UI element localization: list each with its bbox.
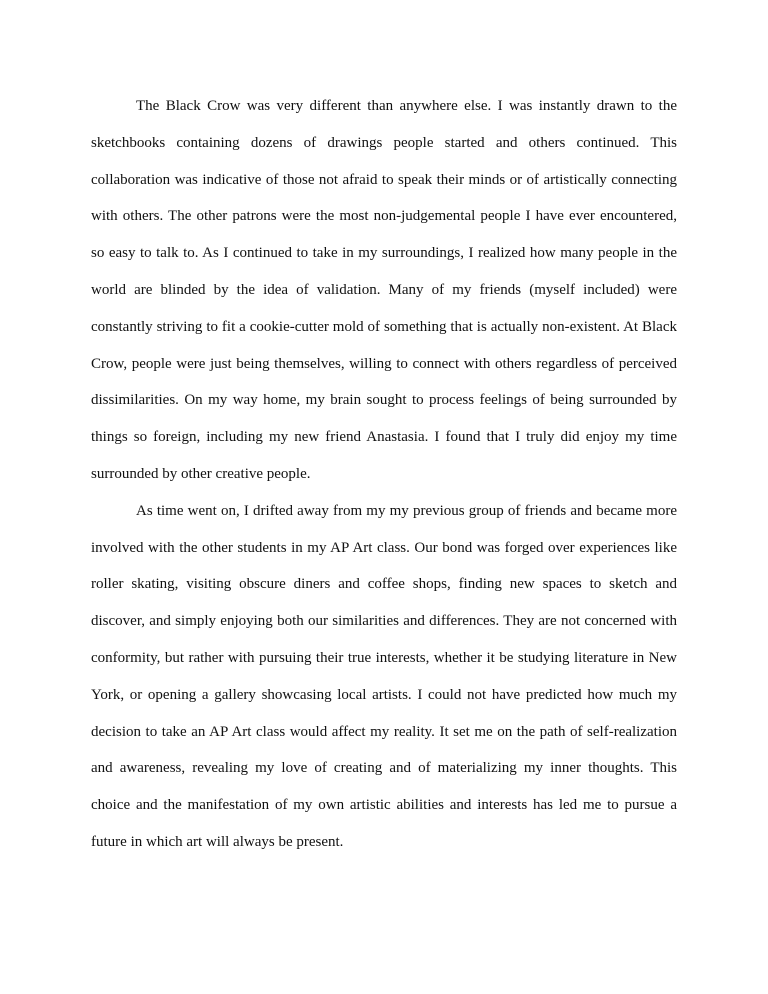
text-line: York, or opening a gallery showcasing local artists. I could not have predicted how much my <box>91 686 677 703</box>
essay-body <box>91 88 677 861</box>
paragraph-1 <box>91 88 677 493</box>
text-line: surrounded by other creative people. <box>91 465 311 482</box>
paragraph-2 <box>91 493 677 861</box>
text-line: Crow, people were just being themselves, willing to connect with others regardless of perceived <box>91 355 677 372</box>
text-line: choice and the manifestation of my own artistic abilities and interests has led me to pursue a <box>91 797 677 814</box>
text-line: As time went on, I drifted away from my my previous group of friends and became more <box>136 502 677 519</box>
text-line: discover, and simply enjoying both our similarities and differences. They are not concerned with <box>91 613 677 630</box>
text-line: and awareness, revealing my love of creating and of materializing my inner thoughts. This <box>91 760 677 777</box>
text-line: with others. The other patrons were the most non-judgemental people I have ever encountered, <box>91 208 677 225</box>
text-line: world are blinded by the idea of validation. Many of my friends (myself included) were <box>91 281 677 298</box>
text-line: conformity, but rather with pursuing their true interests, whether it be studying literature in New <box>91 649 677 666</box>
text-line: future in which art will always be present. <box>91 833 344 850</box>
text-line: The Black Crow was very different than anywhere else. I was instantly drawn to the <box>136 98 677 114</box>
text-line: sketchbooks containing dozens of drawings people started and others continued. This <box>91 134 677 151</box>
text-line: so easy to talk to. As I continued to take in my surroundings, I realized how many people in the <box>91 245 677 262</box>
text-line: roller skating, visiting obscure diners and coffee shops, finding new spaces to sketch and <box>91 576 677 593</box>
text-line: collaboration was indicative of those not afraid to speak their minds or of artistically connecting <box>91 171 677 188</box>
text-line: things so foreign, including my new friend Anastasia. I found that I truly did enjoy my time <box>91 429 677 446</box>
text-line: constantly striving to fit a cookie-cutter mold of something that is actually non-existent. At Black <box>91 318 677 335</box>
text-line: decision to take an AP Art class would affect my reality. It set me on the path of self-realization <box>91 723 677 740</box>
text-line: dissimilarities. On my way home, my brain sought to process feelings of being surrounded by <box>91 392 677 409</box>
text-line: involved with the other students in my AP Art class. Our bond was forged over experiences like <box>91 539 677 556</box>
